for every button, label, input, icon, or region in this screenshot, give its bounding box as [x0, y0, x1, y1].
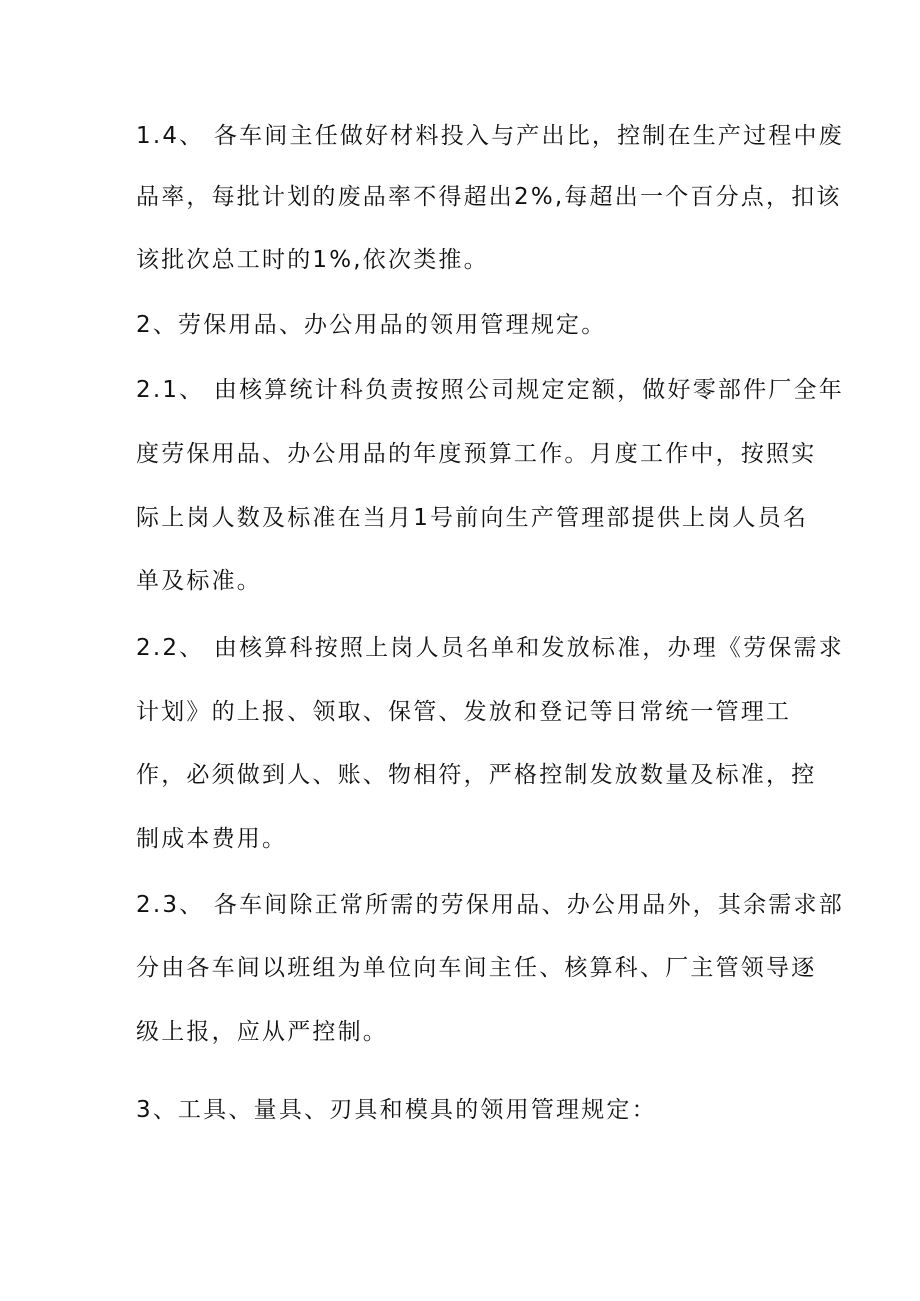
- text-line: 度劳保用品、办公用品的年度预算工作。月度工作中，按照实: [136, 441, 817, 467]
- text-line: 2.2、 由核算科按照上岗人员名单和发放标准，办理《劳保需求: [136, 635, 844, 661]
- text-line: 2、劳保用品、办公用品的领用管理规定。: [136, 312, 607, 338]
- text-line: 该批次总工时的1%,依次类推。: [136, 247, 489, 273]
- text-line: 2.3、 各车间除正常所需的劳保用品、办公用品外，其余需求部: [136, 892, 844, 918]
- text-line: 1.4、 各车间主任做好材料投入与产出比，控制在生产过程中废: [136, 123, 844, 149]
- text-line: 际上岗人数及标准在当月1号前向生产管理部提供上岗人员名: [136, 505, 809, 531]
- text-line: 作，必须做到人、账、物相符，严格控制发放数量及标准，控: [136, 762, 817, 788]
- text-line: 品率，每批计划的废品率不得超出2%,每超出一个百分点，扣该: [136, 184, 842, 210]
- text-line: 单及标准。: [136, 568, 262, 594]
- text-line: 3、工具、量具、刃具和模具的领用管理规定：: [136, 1097, 657, 1123]
- text-line: 分由各车间以班组为单位向车间主任、核算科、厂主管领导逐: [136, 955, 817, 981]
- text-line: 制成本费用。: [136, 826, 288, 852]
- text-line: 级上报，应从严控制。: [136, 1019, 388, 1045]
- text-line: 计划》的上报、领取、保管、发放和登记等日常统一管理工: [136, 699, 792, 725]
- text-line: 2.1、 由核算统计科负责按照公司规定定额，做好零部件厂全年: [136, 377, 844, 403]
